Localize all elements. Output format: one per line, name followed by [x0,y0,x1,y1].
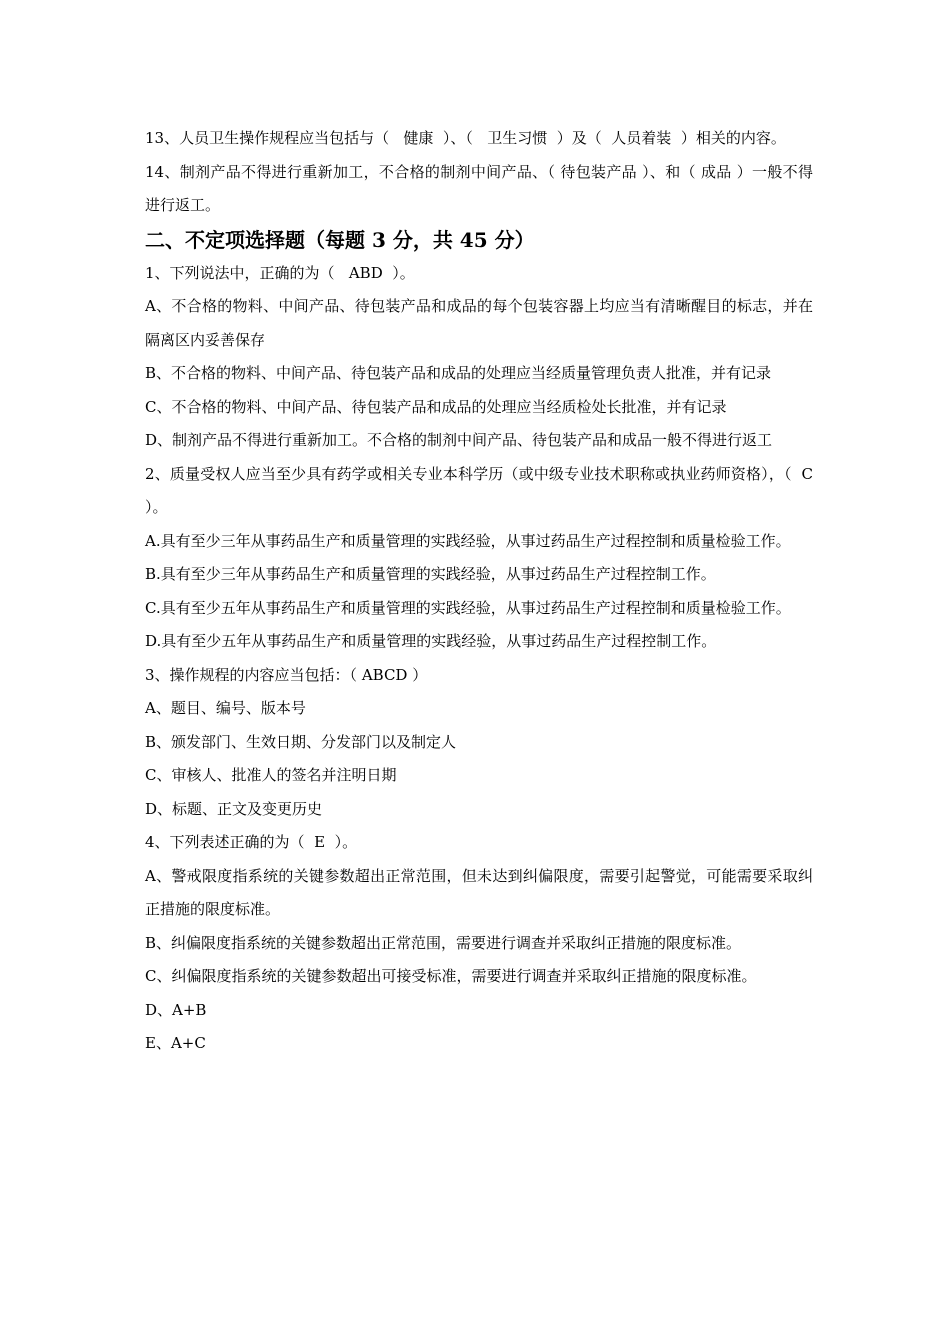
question-4-option-a: A、警戒限度指系统的关键参数超出正常范围，但未达到纠偏限度，需要引起警觉，可能需要采取纠正措施的限度标准。 [145,866,813,918]
section-heading-multiple-choice: 二、不定项选择题（每题 3 分，共 45 分） [145,227,535,252]
question-4-option-c: C、纠偏限度指系统的关键参数超出可接受标准，需要进行调查并采取纠正措施的限度标准。 [145,967,757,985]
question-1-option-d: D、制剂产品不得进行重新加工。不合格的制剂中间产品、待包装产品和成品一般不得进行返工 [145,431,773,449]
question-4-option-e: E、A+C [145,1034,206,1052]
question-4: 4、下列表述正确的为（ E ）。 [145,833,358,851]
question-3-option-a: A、题目、编号、版本号 [145,699,306,717]
question-1-option-c: C、不合格的物料、中间产品、待包装产品和成品的处理应当经质检处长批准，并有记录 [145,397,727,416]
question-2-option-c: C.具有至少五年从事药品生产和质量管理的实践经验，从事过药品生产过程控制和质量检验工作。 [145,598,791,617]
question-3-option-d: D、标题、正文及变更历史 [145,799,323,818]
question-14: 14、制剂产品不得进行重新加工，不合格的制剂中间产品、（ 待包装产品 ）、和（ 成品 ）一般不得进行返工。 [145,162,813,214]
question-1-option-a: A、不合格的物料、中间产品、待包装产品和成品的每个包装容器上均应当有清晰醒目的标志，并在隔离区内妥善保存 [145,297,813,349]
question-2-option-d: D.具有至少五年从事药品生产和质量管理的实践经验，从事过药品生产过程控制工作。 [145,632,717,650]
question-3: 3、操作规程的内容应当包括：（ ABCD ） [145,665,428,684]
question-4-option-b: B、纠偏限度指系统的关键参数超出正常范围，需要进行调查并采取纠正措施的限度标准。 [145,933,742,952]
question-1-option-b: B、不合格的物料、中间产品、待包装产品和成品的处理应当经质量管理负责人批准，并有记录 [145,364,772,382]
question-1: 1、下列说法中，正确的为（ ABD ）。 [145,263,415,282]
question-3-option-b: B、颁发部门、生效日期、分发部门以及制定人 [145,732,457,751]
question-4-option-d: D、A+B [145,1000,207,1019]
question-3-option-c: C、审核人、批准人的签名并注明日期 [145,766,397,784]
question-2-option-a: A.具有至少三年从事药品生产和质量管理的实践经验，从事过药品生产过程控制和质量检验工作。 [145,531,791,550]
question-2: 2、质量受权人应当至少具有药学或相关专业本科学历（或中级专业技术职称或执业药师资格），（ C ）。 [145,464,823,516]
question-2-option-b: B.具有至少三年从事药品生产和质量管理的实践经验，从事过药品生产过程控制工作。 [145,565,716,583]
document-page [145,122,823,1061]
question-13: 13、人员卫生操作规程应当包括与（ 健康 ）、（ 卫生习惯 ）及（ 人员着装 ）相关的内容。 [145,129,786,147]
